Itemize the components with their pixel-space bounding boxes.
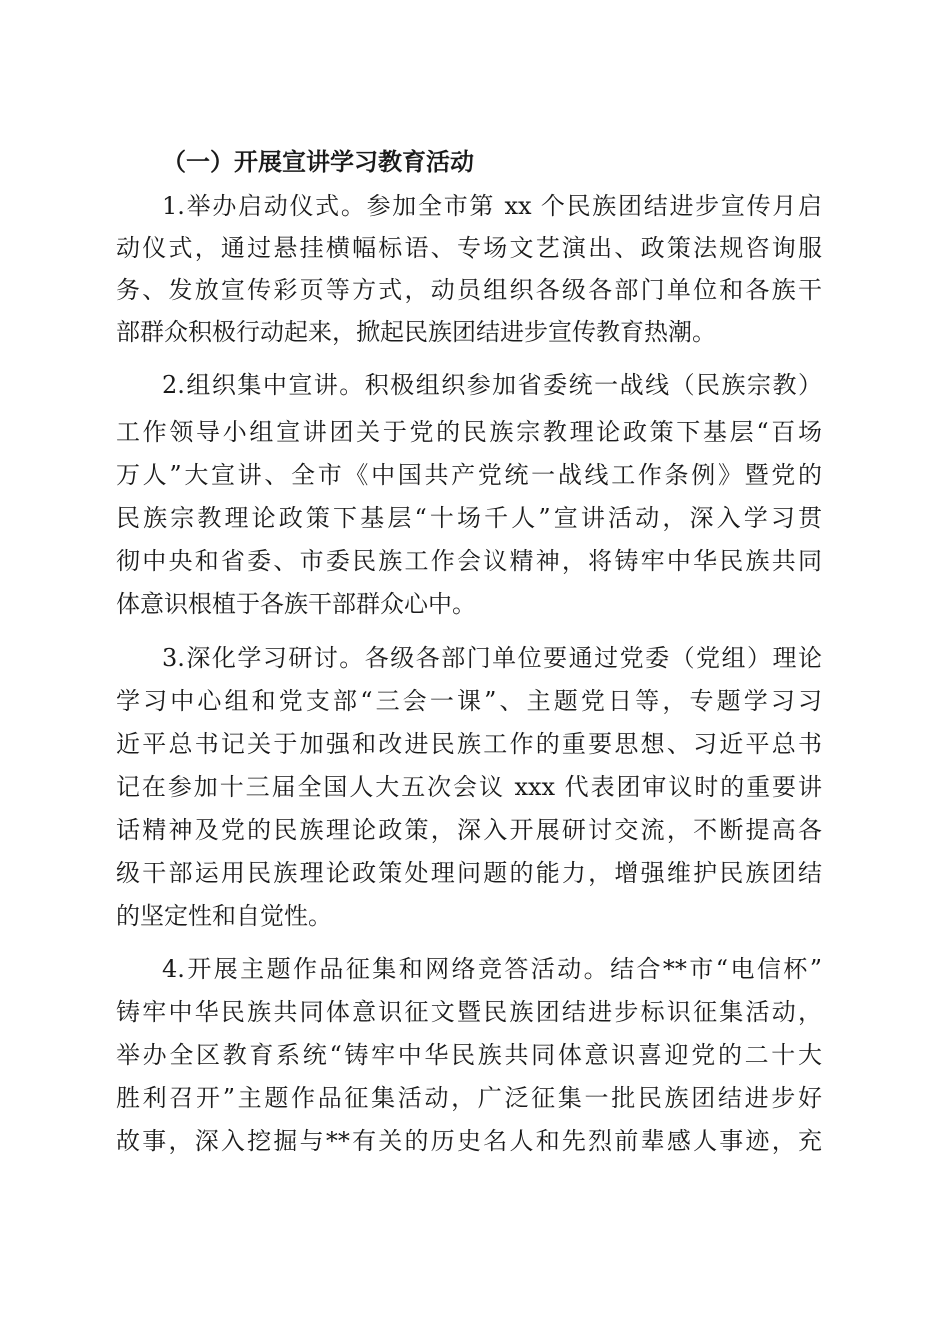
paragraph-3-line-1: 3.深化学习研讨。各级各部门单位要通过党委（党组）理论 xyxy=(162,644,822,672)
paragraph-3-line-6: 级干部运用民族理论政策处理问题的能力，增强维护民族团结 xyxy=(116,859,822,887)
paragraph-2-line-6: 体意识根植于各族干部群众心中。 xyxy=(116,590,476,618)
paragraph-4-line-5: 故事，深入挖掘与**有关的历史名人和先烈前辈感人事迹，充 xyxy=(116,1127,822,1155)
paragraph-3-line-7: 的坚定性和自觉性。 xyxy=(116,902,332,930)
paragraph-3-line-3: 近平总书记关于加强和改进民族工作的重要思想、习近平总书 xyxy=(116,730,822,758)
paragraph-1-line-4: 部群众积极行动起来，掀起民族团结进步宣传教育热潮。 xyxy=(116,318,716,346)
paragraph-2-line-1: 2.组织集中宣讲。积极组织参加省委统一战线（民族宗教） xyxy=(162,371,822,399)
paragraph-3-line-5: 话精神及党的民族理论政策，深入开展研讨交流，不断提高各 xyxy=(116,816,822,844)
paragraph-4-line-3: 举办全区教育系统“铸牢中华民族共同体意识喜迎党的二十大 xyxy=(116,1041,822,1069)
paragraph-4-line-1: 4.开展主题作品征集和网络竞答活动。结合**市“电信杯” xyxy=(162,955,822,983)
section-heading: （一）开展宣讲学习教育活动 xyxy=(162,147,474,176)
paragraph-1-line-1: 1.举办启动仪式。参加全市第 xx 个民族团结进步宣传月启 xyxy=(162,192,822,220)
paragraph-2-line-3: 万人”大宣讲、全市《中国共产党统一战线工作条例》暨党的 xyxy=(116,461,822,489)
paragraph-3-line-4: 记在参加十三届全国人大五次会议 xxx 代表团审议时的重要讲 xyxy=(116,773,822,801)
paragraph-4-line-2: 铸牢中华民族共同体意识征文暨民族团结进步标识征集活动， xyxy=(116,998,822,1026)
paragraph-4-line-4: 胜利召开”主题作品征集活动，广泛征集一批民族团结进步好 xyxy=(116,1084,822,1112)
paragraph-1-line-3: 务、发放宣传彩页等方式，动员组织各级各部门单位和各族干 xyxy=(116,276,822,304)
paragraph-3-line-2: 学习中心组和党支部“三会一课”、主题党日等，专题学习习 xyxy=(116,687,822,715)
paragraph-2-line-5: 彻中央和省委、市委民族工作会议精神，将铸牢中华民族共同 xyxy=(116,547,822,575)
paragraph-2-line-2: 工作领导小组宣讲团关于党的民族宗教理论政策下基层“百场 xyxy=(116,418,822,446)
paragraph-2-line-4: 民族宗教理论政策下基层“十场千人”宣讲活动，深入学习贯 xyxy=(116,504,822,532)
paragraph-1-line-2: 动仪式，通过悬挂横幅标语、专场文艺演出、政策法规咨询服 xyxy=(116,234,822,262)
